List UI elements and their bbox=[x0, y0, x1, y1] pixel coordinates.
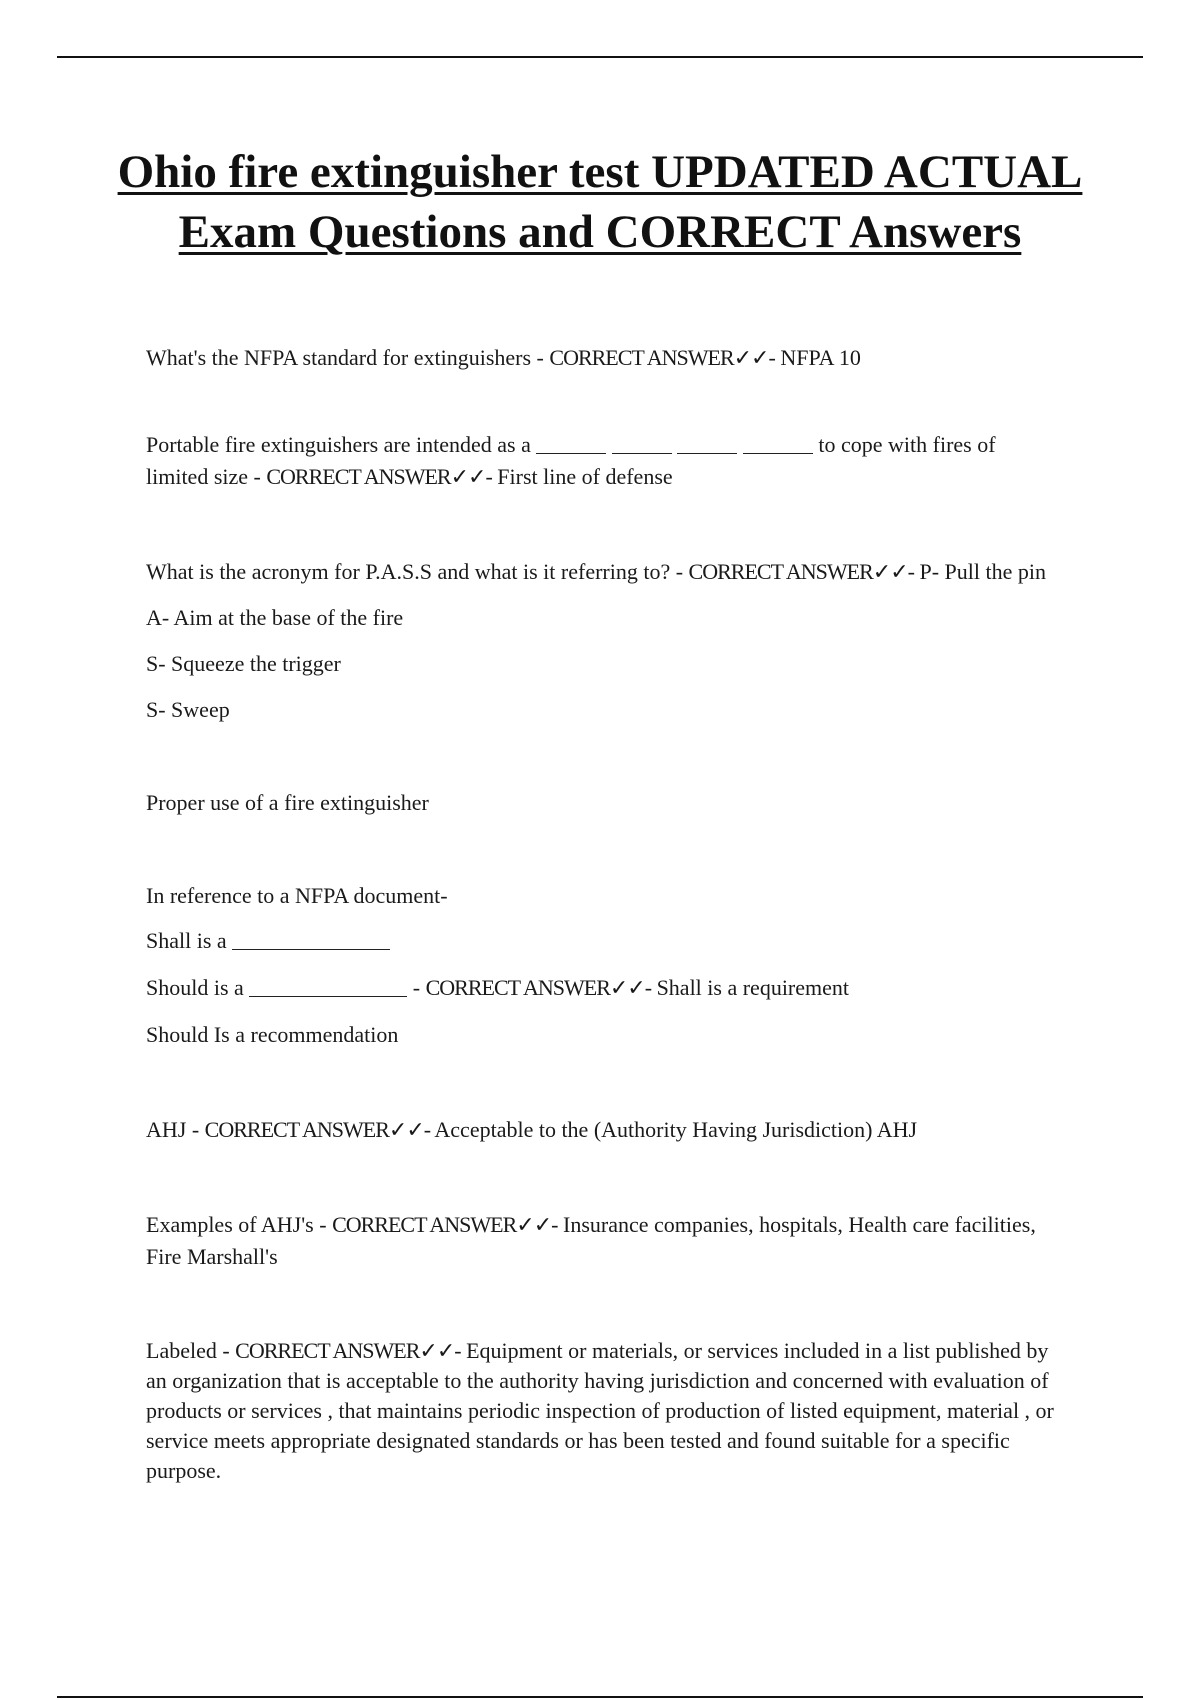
qa-item-portable-extinguishers: Portable fire extinguishers are intended as a to cope with fires of limited size - CORRECT ANSWER✓✓- First line of defense bbox=[146, 432, 996, 489]
qa-item-pass-acronym: What is the acronym for P.A.S.S and what is it referring to? - CORRECT ANSWER✓✓- P- Pull the pin bbox=[146, 559, 1046, 584]
correct-answer-label: CORRECT ANSWER✓✓- bbox=[688, 559, 914, 584]
answer-text: Equipment or materials, or services included in a list published by an organization that is acceptable to the authority having jurisdiction and concerned with evaluation of products or services , that maintains periodic inspection of production of listed equipment, material , or service meets appropriate designated standards or has been tested and found suitable for a specific purpose. bbox=[146, 1338, 1054, 1483]
correct-answer-label: CORRECT ANSWER✓✓- bbox=[549, 345, 775, 370]
answer-text: First line of defense bbox=[491, 464, 673, 489]
correct-answer-label: CORRECT ANSWER✓✓- bbox=[425, 975, 652, 1000]
fill-blank bbox=[232, 927, 390, 950]
pass-line-squeeze: S- Squeeze the trigger bbox=[146, 651, 341, 676]
page-title: Ohio fire extinguisher test UPDATED ACTUAL Exam Questions and CORRECT Answers bbox=[117, 146, 1083, 258]
fill-blank bbox=[743, 431, 813, 454]
correct-answer-label: CORRECT ANSWER✓✓- bbox=[235, 1338, 461, 1363]
top-rule bbox=[57, 56, 1143, 58]
bottom-rule bbox=[57, 1696, 1143, 1698]
pass-line-sweep: S- Sweep bbox=[146, 697, 230, 722]
fill-blank bbox=[249, 974, 407, 997]
answer-text: Shall is a requirement bbox=[651, 975, 850, 1000]
answer-text: P- Pull the pin bbox=[913, 559, 1046, 584]
should-answer-line: Should Is a recommendation bbox=[146, 1022, 399, 1047]
qa-item-ahj: AHJ - CORRECT ANSWER✓✓- Acceptable to the (Authority Having Jurisdiction) AHJ bbox=[146, 1117, 918, 1142]
answer-text: NFPA 10 bbox=[774, 345, 861, 370]
fill-blank bbox=[677, 431, 737, 454]
correct-answer-label: CORRECT ANSWER✓✓- bbox=[204, 1117, 431, 1142]
qa-item-nfpa-standard: What's the NFPA standard for extinguishers - CORRECT ANSWER✓✓- NFPA 10 bbox=[146, 345, 861, 370]
shall-line: Shall is a bbox=[146, 925, 1056, 957]
pass-trailing-line: Proper use of a fire extinguisher bbox=[146, 790, 429, 815]
answer-text: Insurance companies, hospitals, Health care facilities, Fire Marshall's bbox=[146, 1212, 1036, 1269]
correct-answer-label: CORRECT ANSWER✓✓- bbox=[266, 464, 492, 489]
nfpa-document-intro: In reference to a NFPA document- bbox=[146, 883, 448, 908]
fill-blank bbox=[536, 431, 606, 454]
correct-answer-label: CORRECT ANSWER✓✓- bbox=[332, 1212, 558, 1237]
pass-line-aim: A- Aim at the base of the fire bbox=[146, 605, 404, 630]
fill-blank bbox=[612, 431, 672, 454]
answer-text: Acceptable to the (Authority Having Jurisdiction) AHJ bbox=[430, 1117, 918, 1142]
qa-item-labeled: Labeled - CORRECT ANSWER✓✓- Equipment or materials, or services included in a list published by an organization that is acceptable to the authority having jurisdiction and concerned with evaluation of products or services , that maintains periodic inspection of production of listed equipment, material , or service meets appropriate designated standards or has been tested and found suitable for a specific purpose. bbox=[146, 1338, 1054, 1483]
qa-item-ahj-examples: Examples of AHJ's - CORRECT ANSWER✓✓- Insurance companies, hospitals, Health care facilities, Fire Marshall's bbox=[146, 1212, 1036, 1269]
qa-content bbox=[146, 342, 1056, 1486]
should-line: Should is a - CORRECT ANSWER✓✓- Shall is a requirement bbox=[146, 975, 850, 1000]
